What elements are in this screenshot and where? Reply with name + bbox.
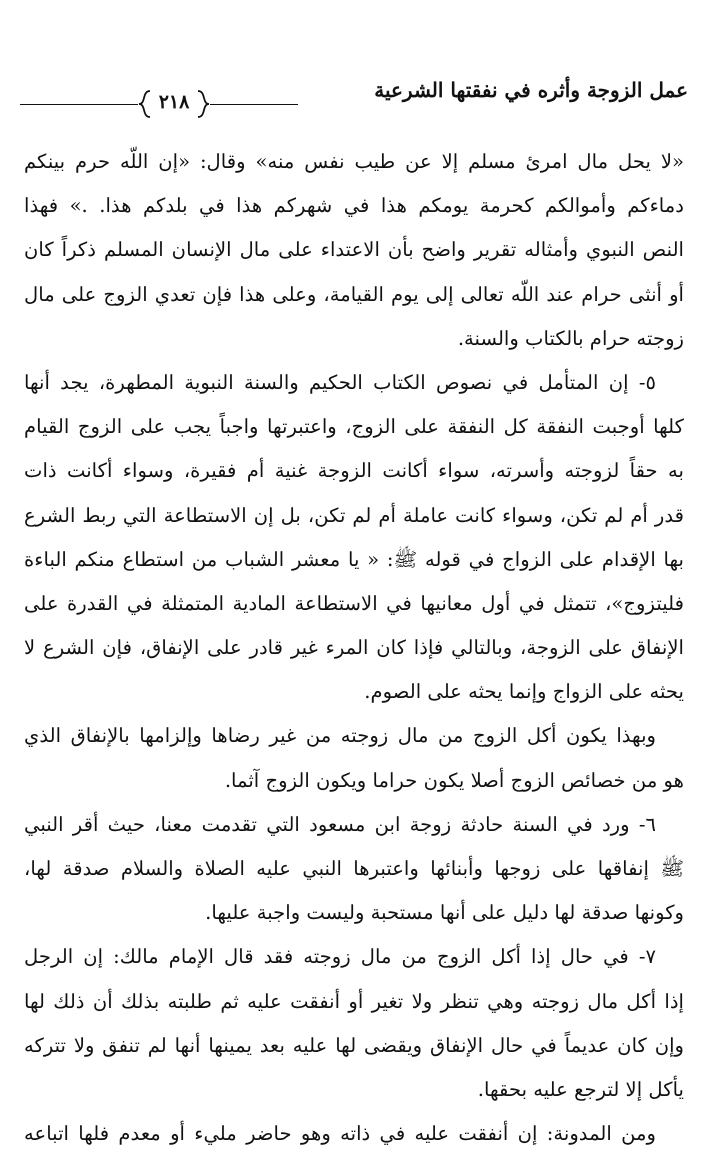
text-line: فليتزوج»، تتمثل في أول معانيها في الاستطاعة المادية المتمثلة في القدرة على <box>24 591 684 615</box>
header-rule-right <box>210 104 298 105</box>
text-line: وكونها صدقة لها دليل على أنها مستحبة وليست واجبة عليها. <box>205 901 684 925</box>
text-line: ٦- ورد في السنة حادثة زوجة ابن مسعود التي تقدمت معنا، حيث أقر النبي <box>24 812 656 836</box>
text-line: بها الإقدام على الزواج في قوله ﷺ: « يا معشر الشباب من استطاع منكم الباءة <box>24 547 684 571</box>
text-line: به حقاً لزوجته وأسرته، سواء أكانت الزوجة غنية أم فقيرة، وسواء أكانت ذات <box>24 459 684 483</box>
page-number-ornament <box>138 88 210 120</box>
text-line: وإن كان عديماً في حال الإنفاق ويقضى لها عليه بعد يمينها أنها لم تنفق ولا تتركه <box>24 1033 684 1057</box>
text-line: كلها أوجبت النفقة كل النفقة على الزوج، واعتبرتها واجباً يجب على الزوج القيام <box>24 415 684 439</box>
text-line: قدر أم لم تكن، وسواء كانت عاملة أم لم تكن، بل إن الاستطاعة التي ربط الشرع <box>24 503 684 527</box>
text-line: إذا أكل مال زوجته وهي تنظر ولا تغير أو أنفقت عليه ثم طلبته بذلك أن ذلك لها <box>24 989 684 1013</box>
text-line: ٧- في حال إذا أكل الزوج من مال زوجته فقد قال الإمام مالك: إن الرجل <box>24 945 656 969</box>
page-header <box>20 72 688 132</box>
text-line: ٥- إن المتأمل في نصوص الكتاب الحكيم والسنة النبوية المطهرة، يجد أنها <box>24 370 656 394</box>
text-line: وبهذا يكون أكل الزوج من مال زوجته من غير رضاها وإلزامها بالإنفاق الذي <box>24 724 656 748</box>
text-line: يحثه على الزواج وإنما يحثه على الصوم. <box>364 680 684 704</box>
text-line: النص النبوي وأمثاله تقرير واضح بأن الاعتداء على مال الإنسان المسلم ذكراً كان <box>24 238 684 262</box>
header-rule-left <box>20 104 138 105</box>
text-line: «لا يحل مال امرئ مسلم إلا عن طيب نفس منه» وقال: «إن اللّه حرم بينكم <box>24 150 684 173</box>
running-title: عمل الزوجة وأثره في نفقتها الشرعية <box>374 78 688 102</box>
text-line: ومن المدونة: إن أنفقت عليه في ذاته وهو حاضر مليء أو معدم فلها اتباعه <box>24 1122 656 1146</box>
text-line: أو أنثى حرام عند اللّه تعالى إلى يوم القيامة، وعلى هذا فإن تعدي الزوج على مال <box>24 282 684 306</box>
text-line: زوجته حرام بالكتاب والسنة. <box>457 326 684 350</box>
text-line: ﷺ إنفاقها على زوجها وأبنائها واعتبرها النبي عليه الصلاة والسلام صدقة لها، <box>24 857 684 880</box>
text-line: هو من خصائص الزوج أصلا يكون حراما ويكون الزوج آثما. <box>224 768 684 792</box>
text-line: الإنفاق على الزوجة، وبالتالي فإذا كان المرء غير قادر على الإنفاق، فإن الشرع لا <box>24 636 684 660</box>
body-text <box>24 140 684 1156</box>
text-line: دماءكم وأموالكم كحرمة يومكم هذا في شهركم هذا في بلدكم هذا. .» فهذا <box>24 194 684 218</box>
text-line: يأكل إلا لترجع عليه بحقها. <box>477 1077 684 1101</box>
page-number: ٢١٨ <box>158 91 190 113</box>
